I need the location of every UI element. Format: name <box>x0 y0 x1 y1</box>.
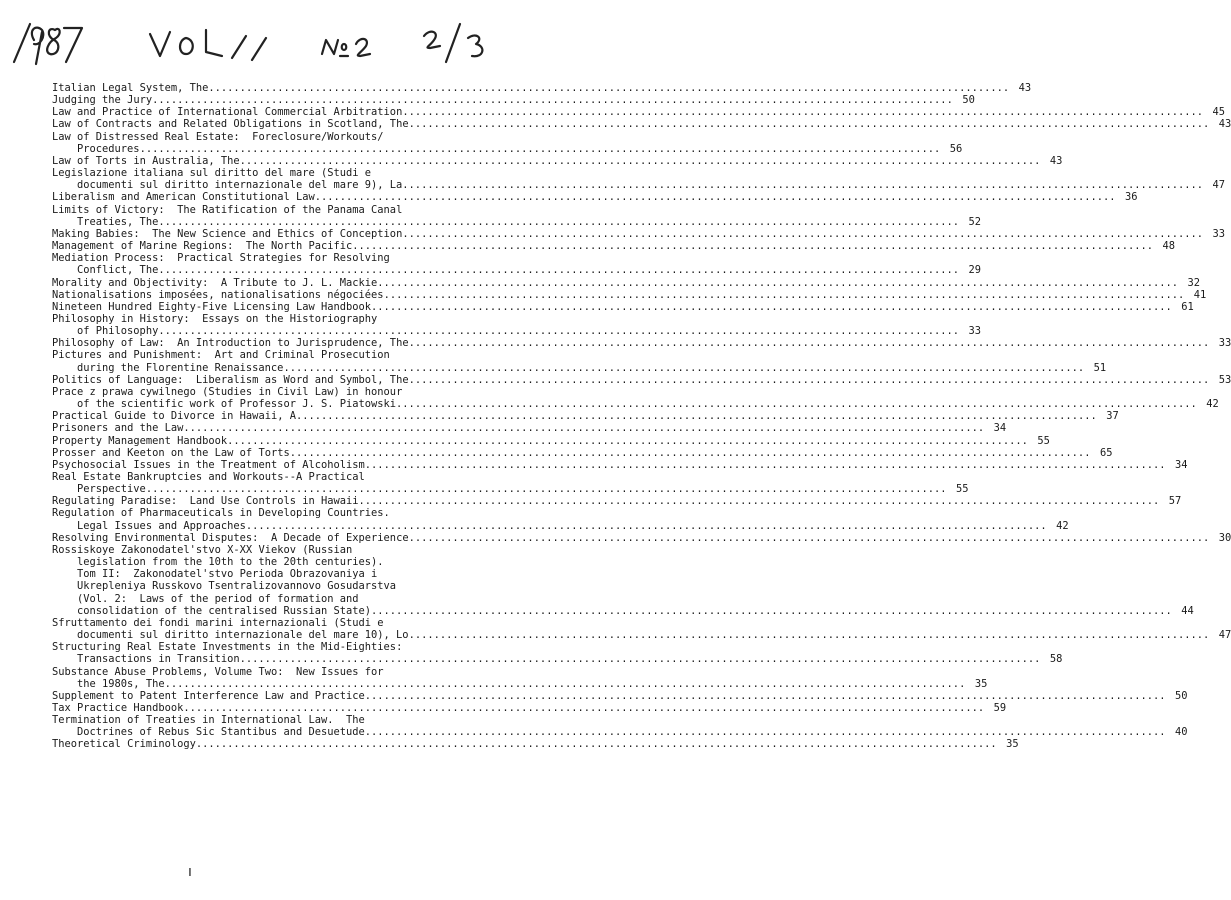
entry-text: Law of Contracts and Related Obligations in Scotland, The <box>52 118 409 131</box>
entry-text: documenti sul diritto internazionale del mare 9), La <box>77 179 403 192</box>
entry-text: Philosophy in History: Essays on the Historiography <box>52 312 378 325</box>
entry-text: Italian Legal System, The <box>52 82 209 94</box>
entry-text: Law of Distressed Real Estate: Foreclosure/Workouts/ <box>52 130 384 143</box>
index-entry <box>52 410 1119 423</box>
page-number: 43 <box>1218 118 1231 131</box>
page-number: 44 <box>1181 604 1194 617</box>
dot-leader <box>158 325 959 337</box>
index-entry <box>52 616 1231 642</box>
entry-title <box>52 191 1138 204</box>
entry-text: Tax Practice Handbook <box>52 701 184 714</box>
entry-title-continued <box>52 604 1194 617</box>
entry-text: Structuring Real Estate Investments in the Mid-Eighties: <box>52 641 403 654</box>
dot-leader <box>402 179 1203 191</box>
entry-title <box>52 337 1231 350</box>
index-entry <box>52 689 1188 702</box>
dot-leader <box>402 228 1203 240</box>
dot-leader <box>365 459 1166 471</box>
entry-text: the 1980s, The <box>77 677 165 690</box>
index-entry <box>52 337 1231 350</box>
dot-leader <box>283 362 1084 374</box>
page-number: 59 <box>993 701 1007 714</box>
entry-title <box>52 422 1007 435</box>
entry-title <box>52 276 1201 289</box>
entry-text: Ukrepleniya Russkovo Tsentralizovannovo Gosudarstva <box>77 580 397 593</box>
entry-title-continued <box>52 653 1063 666</box>
page-number: 42 <box>1056 519 1069 532</box>
page-number: 55 <box>1037 434 1050 447</box>
dot-leader <box>296 410 1097 422</box>
index-entry <box>52 458 1188 471</box>
dot-leader <box>246 520 1047 532</box>
entry-text: Politics of Language: Liberalism as Word and Symbol, The <box>52 373 409 386</box>
index-entry <box>52 94 975 107</box>
entry-title-continued <box>52 519 1069 532</box>
dot-leader <box>146 483 947 495</box>
page-number: 47 <box>1212 179 1226 192</box>
entry-text: of the scientific work of Professor J. S. Piatowski <box>77 398 397 411</box>
entry-title <box>52 386 557 398</box>
page-number: 47 <box>1218 629 1231 642</box>
index-entry <box>52 312 982 338</box>
entry-text: Philosophy of Law: An Introduction to Jurisprudence, The <box>52 337 409 350</box>
index-entry <box>52 543 1194 617</box>
entry-text: Making Babies: The New Science and Ethics of Conception <box>52 227 403 240</box>
entry-title-continued <box>52 264 982 277</box>
entry-text: Tom II: Zakonodatel'stvo Perioda Obrazovaniya i <box>77 568 378 581</box>
dot-leader <box>290 447 1091 459</box>
page-number: 65 <box>1099 446 1113 459</box>
entry-text: Psychosocial Issues in the Treatment of Alcoholism <box>52 458 365 471</box>
entry-title <box>52 507 557 519</box>
dot-leader <box>227 435 1028 447</box>
entry-title-continued <box>52 142 963 155</box>
entry-text: Sfruttamento dei fondi marini internazionali (Studi e <box>52 616 384 629</box>
page-number: 55 <box>956 483 969 496</box>
index-list <box>52 82 1231 751</box>
entry-text: Termination of Treaties in International Law. The <box>52 714 365 727</box>
entry-text: Resolving Environmental Disputes: A Decade of Experience <box>52 531 409 544</box>
entry-text: Nineteen Hundred Eighty-Five Licensing Law Handbook <box>52 300 372 313</box>
entry-title <box>52 106 1226 119</box>
entry-title <box>52 154 1063 167</box>
index-entry <box>52 276 1201 289</box>
dot-leader <box>371 301 1172 313</box>
entry-title <box>52 252 557 264</box>
index-entry <box>52 422 1007 435</box>
entry-title <box>52 227 1226 240</box>
index-entry <box>52 434 1050 447</box>
index-entry <box>52 252 982 277</box>
dot-leader <box>152 94 953 106</box>
entry-title-continued <box>52 677 988 690</box>
page-number: 56 <box>949 142 963 155</box>
entry-text: Legal Issues and Approaches <box>77 519 246 532</box>
entry-text: Regulating Paradise: Land Use Controls in Hawaii <box>52 495 359 508</box>
dot-leader <box>384 289 1185 301</box>
entry-text: Substance Abuse Problems, Volume Two: New Issues for <box>52 665 384 678</box>
entry-title <box>52 471 557 483</box>
index-entry <box>52 191 1138 204</box>
entry-title-continued <box>52 568 557 580</box>
entry-title <box>52 446 1113 459</box>
entry-title <box>52 458 1188 471</box>
entry-title-continued <box>52 215 982 228</box>
entry-text: consolidation of the centralised Russian State) <box>77 604 372 617</box>
page-number: 33 <box>968 325 982 338</box>
entry-text: Regulation of Pharmaceuticals in Developing Countries. <box>52 507 390 520</box>
entry-title <box>52 82 1032 94</box>
dot-leader <box>359 495 1160 507</box>
entry-title-continued <box>52 580 557 592</box>
entry-text: Judging the Jury <box>52 94 153 107</box>
entry-text: Limits of Victory: The Ratification of the Panama Canal <box>52 203 403 216</box>
entry-title <box>52 204 557 216</box>
dot-leader <box>183 422 984 434</box>
entry-title-continued <box>52 726 1188 739</box>
dot-leader <box>409 374 1210 386</box>
entry-text: (Vol. 2: Laws of the period of formation and <box>77 592 359 605</box>
index-entry <box>52 701 1007 714</box>
dot-leader <box>409 337 1210 349</box>
entry-text: Pictures and Punishment: Art and Criminal Prosecution <box>52 349 390 362</box>
entry-text: of Philosophy <box>77 325 159 338</box>
entry-text: Prace z prawa cywilnego (Studies in Civil Law) in honour <box>52 385 403 398</box>
page-number: 40 <box>1174 726 1188 739</box>
entry-title-continued <box>52 398 1219 411</box>
entry-title <box>52 434 1050 447</box>
entry-title <box>52 131 557 143</box>
entry-title <box>52 666 557 678</box>
entry-title <box>52 288 1207 301</box>
page-number: 53 <box>1218 373 1231 386</box>
index-entry <box>52 385 1219 411</box>
entry-title <box>52 738 1019 751</box>
dot-leader <box>396 398 1197 410</box>
page-number: 29 <box>968 264 982 277</box>
entry-text: Management of Marine Regions: The North Pacific <box>52 240 353 253</box>
entry-title <box>52 714 557 726</box>
page-number: 36 <box>1124 191 1138 204</box>
page-number: 58 <box>1049 653 1063 666</box>
index-entry <box>52 373 1231 386</box>
page-number: 43 <box>1049 154 1063 167</box>
dot-leader <box>158 216 959 228</box>
index-entry <box>52 471 969 496</box>
dot-leader <box>140 143 941 155</box>
handwritten-annotation <box>0 0 576 80</box>
entry-text: Conflict, The <box>77 264 159 277</box>
dot-leader <box>409 118 1210 130</box>
entry-title-continued <box>52 483 969 496</box>
dot-leader <box>409 629 1210 641</box>
entry-text: Perspective <box>77 483 146 496</box>
page-number: 34 <box>993 422 1007 435</box>
entry-text: during the Florentine Renaissance <box>77 361 284 374</box>
page-number: 61 <box>1181 300 1194 313</box>
dot-leader <box>208 82 1009 94</box>
index-entry <box>52 641 1063 666</box>
entry-title <box>52 94 975 107</box>
entry-text: Legislazione italiana sul diritto del mare (Studi e <box>52 167 372 180</box>
index-entry <box>52 665 988 690</box>
entry-title <box>52 313 557 325</box>
dot-leader <box>352 240 1153 252</box>
entry-text: Practical Guide to Divorce in Hawaii, A <box>52 410 296 423</box>
dot-leader <box>365 690 1166 702</box>
entry-title <box>52 167 557 179</box>
entry-title <box>52 300 1194 313</box>
index-entry <box>52 738 1019 751</box>
page-number: 35 <box>974 677 988 690</box>
dot-leader <box>240 653 1041 665</box>
entry-title <box>52 701 1007 714</box>
index-entry <box>52 446 1113 459</box>
entry-title <box>52 689 1188 702</box>
index-entry <box>52 349 1107 374</box>
entry-text: Prisoners and the Law <box>52 422 184 435</box>
entry-text: Treaties, The <box>77 215 159 228</box>
index-entry <box>52 227 1226 240</box>
entry-text: Procedures <box>77 142 140 155</box>
entry-title <box>52 118 1231 131</box>
index-entry <box>52 531 1231 544</box>
page-number: 32 <box>1187 276 1201 289</box>
entry-title <box>52 240 1176 253</box>
dot-leader <box>409 532 1210 544</box>
index-entry <box>52 118 1231 131</box>
entry-title <box>52 410 1119 423</box>
dot-leader <box>402 106 1203 118</box>
index-entry <box>52 300 1194 313</box>
handwritten-header <box>0 0 576 80</box>
dot-leader <box>315 191 1116 203</box>
entry-title-continued <box>52 325 982 338</box>
entry-title <box>52 531 1231 544</box>
entry-text: Rossiskoye Zakonodatel'stvo X-XX Viekov (Russian <box>52 543 353 556</box>
index-entry <box>52 106 1226 119</box>
index-entry <box>52 507 1069 532</box>
entry-text: legislation from the 10th to the 20th centuries). <box>77 556 384 569</box>
entry-title <box>52 373 1231 386</box>
entry-text: documenti sul diritto internazionale del mare 10), Lo <box>77 629 409 642</box>
dot-leader <box>183 702 984 714</box>
page-number: 35 <box>1006 738 1019 751</box>
dot-leader <box>165 678 966 690</box>
dot-leader <box>365 726 1166 738</box>
index-entry <box>52 240 1176 253</box>
entry-title <box>52 349 557 361</box>
page-number: 50 <box>962 94 975 107</box>
entry-text: Mediation Process: Practical Strategies for Resolving <box>52 252 390 265</box>
index-entry <box>52 82 1032 94</box>
index-entry <box>52 203 982 228</box>
index-entry <box>52 154 1063 167</box>
page-number: 45 <box>1212 106 1226 119</box>
entry-title-continued <box>52 179 1226 192</box>
entry-text: Property Management Handbook <box>52 434 228 447</box>
entry-text: Prosser and Keeton on the Law of Torts <box>52 446 290 459</box>
page-number: 50 <box>1175 689 1188 702</box>
page-number: 43 <box>1018 82 1032 94</box>
page-number: 41 <box>1193 288 1207 301</box>
dot-leader <box>196 738 997 750</box>
page-number: 34 <box>1175 458 1188 471</box>
page-mark: ı <box>188 864 192 880</box>
page-number: 30 <box>1218 531 1231 544</box>
entry-text: Nationalisations imposées, nationalisations négociées <box>52 288 384 301</box>
entry-title <box>52 495 1182 508</box>
dot-leader <box>371 605 1172 617</box>
entry-title <box>52 617 557 629</box>
page-number: 37 <box>1106 410 1119 423</box>
index-entry <box>52 714 1188 739</box>
page-number: 33 <box>1212 227 1226 240</box>
entry-text: Doctrines of Rebus Sic Stantibus and Desuetude <box>77 726 365 739</box>
entry-title-continued <box>52 361 1107 374</box>
page-number: 52 <box>968 215 982 228</box>
entry-text: Law and Practice of International Commercial Arbitration <box>52 106 403 119</box>
dot-leader <box>158 264 959 276</box>
page-number: 48 <box>1162 240 1176 253</box>
entry-text: Theoretical Criminology <box>52 738 196 751</box>
dot-leader <box>377 277 1178 289</box>
index-entry <box>52 167 1226 192</box>
entry-title-continued <box>52 593 557 605</box>
entry-title <box>52 544 557 556</box>
entry-text: Supplement to Patent Interference Law and Practice <box>52 689 365 702</box>
entry-text: Law of Torts in Australia, The <box>52 154 240 167</box>
dot-leader <box>240 155 1041 167</box>
entry-text: Liberalism and American Constitutional Law <box>52 191 315 204</box>
index-entry <box>52 495 1182 508</box>
entry-text: Morality and Objectivity: A Tribute to J. L. Mackie <box>52 276 378 289</box>
page-number: 42 <box>1206 398 1219 411</box>
page-number: 33 <box>1218 337 1231 350</box>
page-number: 51 <box>1093 361 1107 374</box>
entry-text: Transactions in Transition <box>77 653 240 666</box>
entry-text: Real Estate Bankruptcies and Workouts--A Practical <box>52 471 365 483</box>
entry-title-continued <box>52 556 557 568</box>
index-entry <box>52 288 1207 301</box>
page-number: 57 <box>1168 495 1182 508</box>
index-entry <box>52 130 963 155</box>
entry-title <box>52 641 557 653</box>
entry-title-continued <box>52 629 1231 642</box>
